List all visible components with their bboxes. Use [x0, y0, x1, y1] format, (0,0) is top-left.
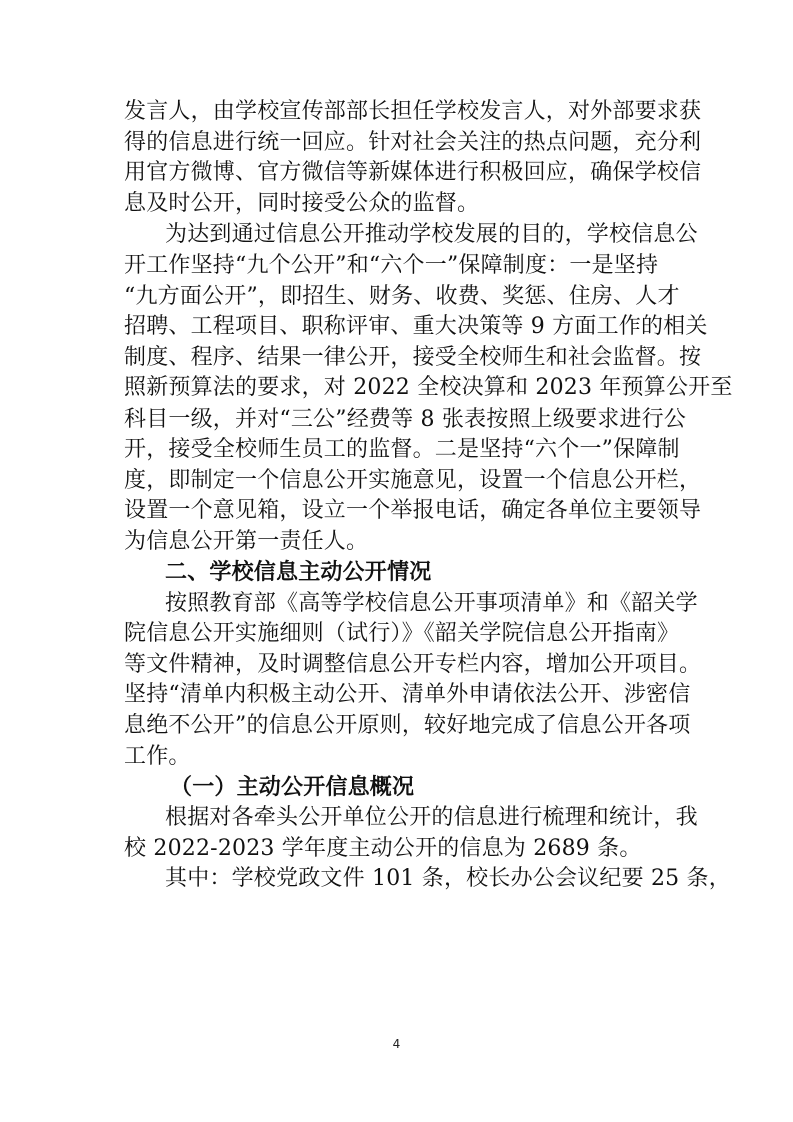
paragraph-line: 为信息公开第一责任人。 — [124, 529, 369, 554]
paragraph-line: 度，即制定一个信息公开实施意见，设置一个信息公开栏， — [124, 468, 702, 493]
paragraph-line: 其中：学校党政文件 101 条，校长办公会议纪要 25 条， — [165, 866, 731, 891]
paragraph-line: 根据对各牵头公开单位公开的信息进行梳理和统计，我 — [165, 805, 698, 830]
section-heading: 二、学校信息主动公开情况 — [165, 560, 432, 585]
paragraph-line: 等文件精神，及时调整信息公开专栏内容，增加公开项目。 — [124, 652, 702, 677]
paragraph-line: 为达到通过信息公开推动学校发展的目的，学校信息公 — [165, 222, 698, 247]
paragraph-line: “九方面公开”，即招生、财务、收费、奖惩、住房、人才 — [124, 284, 680, 309]
paragraph-line: 招聘、工程项目、职称评审、重大决策等 9 方面工作的相关 — [124, 314, 708, 339]
paragraph-line: 息及时公开，同时接受公众的监督。 — [124, 191, 480, 216]
paragraph-line: 按照教育部《高等学校信息公开事项清单》和《韶关学 — [165, 591, 698, 616]
paragraph-line: 坚持“清单内积极主动公开、清单外申请依法公开、涉密信 — [124, 682, 691, 707]
paragraph-line: 得的信息进行统一回应。针对社会关注的热点问题，充分利 — [124, 130, 702, 155]
paragraph-line: 院信息公开实施细则（试行）》《韶关学院信息公开指南》 — [124, 621, 680, 646]
paragraph-line: 工作。 — [124, 744, 191, 769]
paragraph-line: 照新预算法的要求，对 2022 全校决算和 2023 年预算公开至 — [124, 375, 733, 400]
paragraph-line: 开，接受全校师生员工的监督。二是坚持“六个一”保障制 — [124, 437, 680, 462]
subsection-heading: （一）主动公开信息概况 — [170, 775, 415, 800]
paragraph-line: 科目一级，并对“三公”经费等 8 张表按照上级要求进行公 — [124, 407, 687, 432]
paragraph-line: 发言人，由学校宣传部部长担任学校发言人，对外部要求获 — [124, 99, 702, 124]
paragraph-line: 息绝不公开”的信息公开原则，较好地完成了信息公开各项 — [124, 713, 691, 738]
paragraph-line: 用官方微博、官方微信等新媒体进行积极回应，确保学校信 — [124, 160, 702, 185]
paragraph-line: 设置一个意见箱，设立一个举报电话，确定各单位主要领导 — [124, 498, 702, 523]
paragraph-line: 校 2022-2023 学年度主动公开的信息为 2689 条。 — [124, 836, 642, 861]
paragraph-line: 开工作坚持“九个公开”和“六个一”保障制度：一是坚持 — [124, 253, 659, 278]
page-number: 4 — [392, 1037, 401, 1051]
paragraph-line: 制度、程序、结果一律公开，接受全校师生和社会监督。按 — [124, 345, 702, 370]
